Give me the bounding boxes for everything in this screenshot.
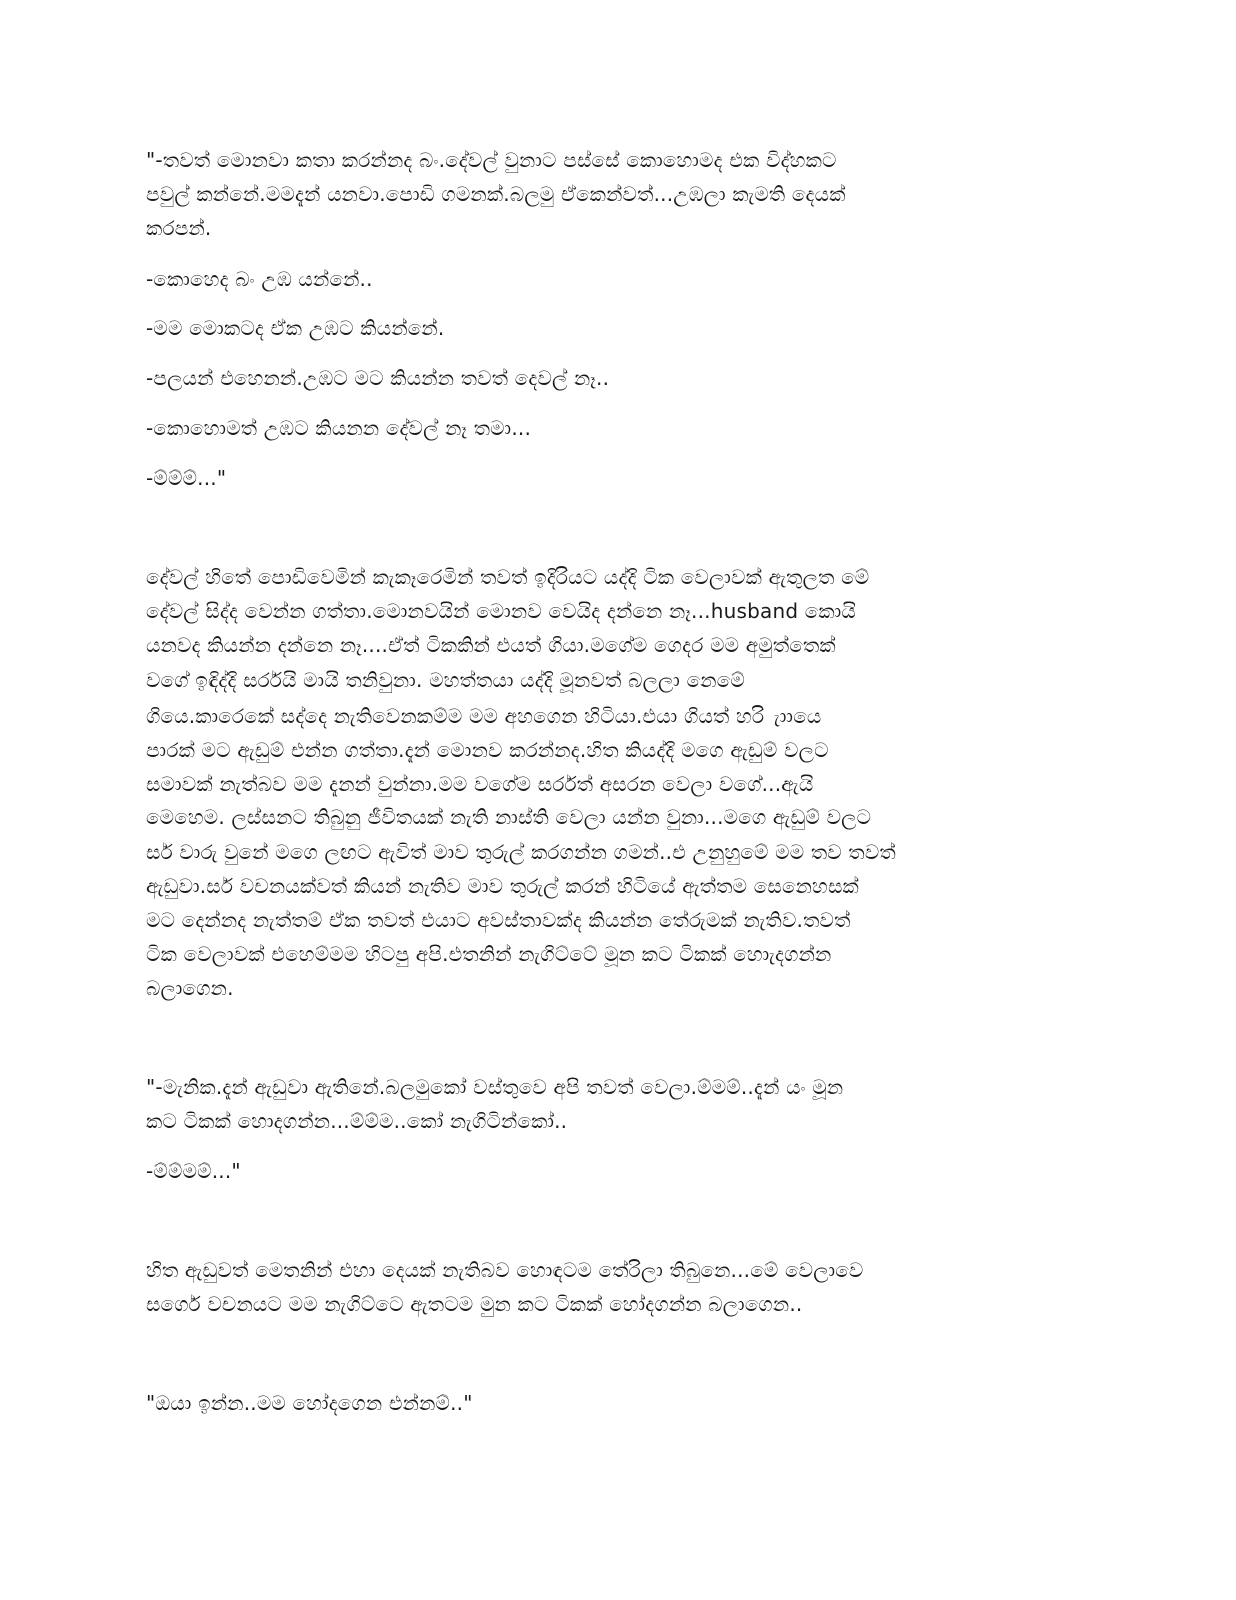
- text-line: දේවල් හිතේ පොඩිවෙමින් කැකෑරෙමින් තවත් ඉදිරියට යද්දි ටික වෙලාවක් ඇතුලත මේ: [146, 565, 870, 589]
- text-line: සමාවක් නැත්බව මම දැනන් වුන්නා.මම වගේම සර්රත් අසරන වෙලා වගේ...ඇයි: [146, 772, 814, 796]
- text-line: "-තවත් මොනවා කතා කරන්නද බං.දේවල් වුනාට පස්සේ කොහොමද එක විද්හකට: [146, 148, 837, 172]
- text-line: ටික වෙලාවක් එහෙම්මම හිටපු අපි.එතනින් නැගිට්ටේ මූන කට ටිකක් හොැදගන්න: [146, 942, 832, 966]
- text-line: බලාගෙන.: [146, 976, 234, 1000]
- text-line: පාරක් මට ඇඩුම් එන්න ගත්තා.දැන් මොනව කරන්නද.හිත කියද්දි මගෙ ඇඩුම් වලට: [146, 738, 829, 762]
- text-line: ඇඩුවා.සර් වචනයක්වත් කියන් නැතිව මාව තුරුල් කරන් හිටියේ ඇත්තම සෙනෙහසක්: [146, 874, 859, 898]
- text-line: "ඔයා ඉන්න..මම හෝදගෙන එන්නම්..": [146, 1391, 473, 1415]
- text-line: -කොහෙද බං උඹ යන්නේ..: [146, 267, 373, 291]
- text-line: යනවද කියන්න දන්නෙ නෑ....ඒත් ටිකකින් එයත් ගියා.මගේම ගෙදර මම අමුත්තෙක්: [146, 633, 836, 657]
- text-line: මෙහෙම. ලස්සනට තිබුනු ජීවිතයක් නැති නාස්ති වෙලා යන්න වුනා...මගෙ ඇඩුම් වලට: [146, 805, 872, 829]
- text-line: -පලයන් එහෙනන්.උඹට මට කියන්න තවත් දෙවල් නෑ..: [146, 366, 610, 390]
- text-line: කරපන්.: [146, 216, 212, 240]
- text-line: කට ටිකක් හොදගන්න...ම්ම්ම..කෝ නැගිටින්කෝ..: [146, 1109, 568, 1133]
- text-line: සර්ගෙ වචනයට මම නැගිට්ටෙ ඇතටම මුන කට ටිකක් හෝදගන්න බලාගෙන..: [146, 1292, 803, 1316]
- text-line: -කොහොමත් උඹට කියනන දේවල් නෑ තමා...: [146, 416, 531, 440]
- text-line: හිත ඇඩුවත් මෙතනින් එහා දෙයක් නැතිබව හොඳටම තේරිලා තිබුනෙ...මේ වෙලාවෙ: [146, 1258, 864, 1282]
- text-line: ගියෙ.කාරෙකේ සද්දෙ නැතිවෙනකම්ම මම අහගෙන හිටියා.එයා ගියත් හරි ැාායෙ: [146, 704, 822, 728]
- text-line: "-මැනික.දැන් ඇඩුවා ඇතිනේ.බලමුකෝ වස්තුවෙ අපි තවත් වෙලා.ම්මම්..දැන් යං මූන: [146, 1075, 844, 1099]
- text-line: -මම මොකටද ඒක උඹට කියන්නේ.: [146, 316, 445, 340]
- text-line: -ම්ම්ම්...": [146, 466, 227, 490]
- text-line: පවුල් කන්නේ.මමදැන් යනවා.පොඩි ගමනක්.බලමු ඒකෙන්වත්...උඹලා කැමති දෙයක්: [146, 182, 846, 206]
- text-line: දේවල් සිද්ද වෙන්න ගත්තා.මොනවයින් මොනව වෙයිද දන්නෙ නෑ...husband කොයි: [146, 599, 857, 623]
- text-line: සර් වාරු වුනේ මගෙ ලඟට ඇවිත් මාව තුරුල් කරගන්න ගමන්..එ උනුහුමේ මම තව තවත්: [146, 840, 896, 864]
- text-line: මට දෙන්නද නැත්තම් ඒක තවත් එයාට අවස්තාවක්ද කියන්න තේරුමක් නැතිව.තවත්: [146, 908, 851, 932]
- text-line: වගේ ඉඳිද්දි සර්රයි මායි තනිවුනා. මහත්තයා යද්දි මූනවත් බලලා නෙමේ: [146, 668, 745, 692]
- text-line: -ම්ම්මම්...": [146, 1159, 241, 1183]
